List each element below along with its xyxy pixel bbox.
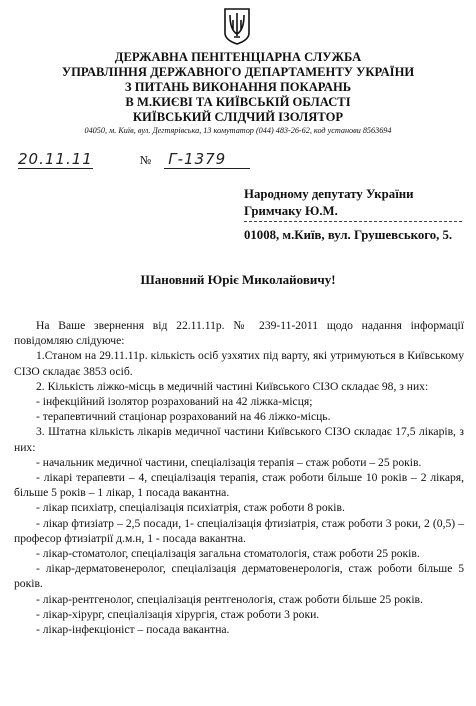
recipient-name: Гримчаку Ю.М. — [244, 204, 338, 218]
list-item: - інфекційний ізолятор розрахований на 42 ліжка-місця; — [36, 395, 313, 409]
letter-body — [14, 318, 464, 637]
list-item: - лікар-хірург, спеціалізація хірургія, стаж роботи 3 роки. — [36, 607, 320, 621]
header-line: В М.КИЄВІ ТА КИЇВСЬКІЙ ОБЛАСТІ — [125, 95, 351, 109]
list-item: - лікар-стоматолог, спеціалізація загальна стоматологія, стаж роботи 25 років. — [36, 547, 420, 561]
header-line: ДЕРЖАВНА ПЕНІТЕНЦІАРНА СЛУЖБА — [114, 50, 362, 64]
list-item: - лікар психіатр, спеціалізація психіатрія, стаж роботи 8 років. — [36, 501, 345, 515]
divider — [244, 221, 462, 222]
list-item: - лікар-інфекціоніст – посада вакантна. — [36, 623, 230, 637]
registration-line — [18, 150, 250, 168]
recipient-title: Народному депутату України — [244, 187, 414, 201]
paragraph-2: 2. Кількість ліжко-місць в медичній частині Київського СІЗО складає 98, з них: — [36, 379, 429, 393]
recipient-block — [244, 186, 414, 220]
intro-paragraph: На Ваше звернення від 22.11.11р. № 239-11-2011 щодо надання інформації повідомляю слідуюче: — [14, 319, 464, 348]
list-item: - лікар-рентгенолог, спеціалізація рентгенологія, стаж роботи більше 25 років. — [36, 592, 423, 606]
list-item: - лікарі терапевти – 4, спеціалізація терапія, стаж роботи більше 10 років – 2 лікаря, більше 5 років – 1 лікар, 1 посада вакантна. — [14, 471, 464, 500]
number-label: № — [139, 153, 152, 167]
header-line: КИЇВСЬКИЙ СЛІДЧИЙ ІЗОЛЯТОР — [132, 110, 344, 124]
header-line: З ПИТАНЬ ВИКОНАННЯ ПОКАРАНЬ — [124, 80, 352, 94]
list-item: - терапевтичний стаціонар розрахований на 46 ліжко-місць. — [36, 410, 331, 424]
salutation: Шановний Юріє Миколайовичу! — [140, 272, 336, 287]
institution-address: 04050, м. Київ, вул. Дегтярівська, 13 комутатор (044) 483-26-62, код установи 8563694 — [84, 126, 392, 135]
list-item: - лікар фтизіатр – 2,5 посади, 1- спеціалізація фтизіатрія, стаж роботи 3 роки, 2 (0,5) – професор фтизіатрії д.м.н, 1 - посада вакантна. — [14, 516, 464, 545]
paragraph-1: 1.Станом на 29.11.11р. кількість осіб узхятих під варту, які утримуються в Київському СІЗО складає 3853 осіб. — [14, 349, 464, 378]
list-item: - лікар-дерматовенеролог, спеціалізація дерматовенерологія, стаж роботи більше 5 років. — [14, 562, 464, 591]
paragraph-3: 3. Штатна кількість лікарів медичної частини Київського СІЗО складає 17,5 лікарів, з них: — [14, 425, 464, 454]
trident-emblem-icon — [222, 6, 252, 46]
registration-date: 20.11.11 — [18, 150, 93, 168]
header-line: УПРАВЛІННЯ ДЕРЖАВНОГО ДЕПАРТАМЕНТУ УКРАЇНИ — [61, 65, 415, 79]
list-item: - начальник медичної частини, спеціалізація терапія – стаж роботи – 25 років. — [36, 455, 422, 469]
recipient-address: 01008, м.Київ, вул. Грушевського, 5. — [244, 228, 453, 242]
registration-number: Г-1379 — [164, 150, 250, 169]
